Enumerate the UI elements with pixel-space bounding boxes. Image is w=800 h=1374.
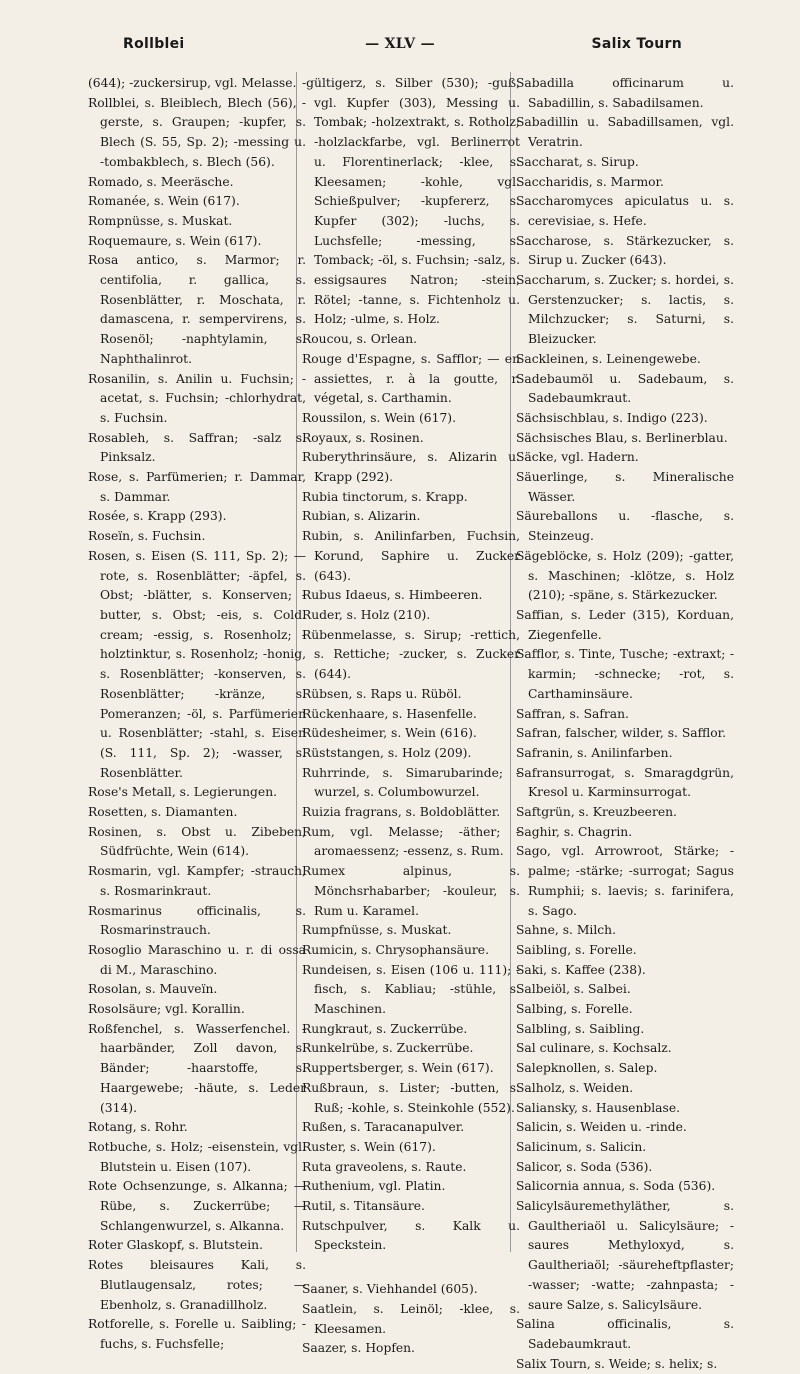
index-entry: Sal culinare, s. Kochsalz. <box>516 1041 672 1056</box>
index-entry: Saaner, s. Viehhandel (605). <box>302 1282 478 1297</box>
index-entry: Rotang, s. Rohr. <box>88 1120 188 1135</box>
index-entry: Romanée, s. Wein (617). <box>88 194 240 209</box>
index-entry: Sadebaumöl u. Sadebaum, s. Sadebaumkraut. <box>516 371 734 406</box>
index-entry: Rosen, s. Eisen (S. 111, Sp. 2); — rote, s. Rosenblätter; -äpfel, s. Obst; -blätter, s. Konserven; -butter, s. Obst; -eis, s. Cold. cream; -essig, s. Rosenholz; -holztinktur, s. Rosenholz; -honig, s. Rosenblätter; -konserven, s. Rosenblätter; -kränze, s. Pomeranzen; -öl, s. Parfümerien u. Rosenblätter; -stahl, s. Eisen (S. 111, Sp. 2); -wasser, s. Rosenblätter. <box>88 548 306 780</box>
index-entry: Safran, falscher, wilder, s. Safflor. <box>516 726 727 741</box>
index-entry: Rußbraun, s. Lister; -butten, s. Ruß; -kohle, s. Steinkohle (552). <box>302 1080 520 1115</box>
index-entry: Ruppertsberger, s. Wein (617). <box>302 1061 494 1076</box>
index-entry: Sägeblöcke, s. Holz (209); -gatter, s. Maschinen; -klötze, s. Holz (210); -späne, s. Stärkezucker. <box>516 548 734 603</box>
index-entry: Safransurrogat, s. Smaragdgrün, Kresol u. Karminsurrogat. <box>516 765 734 800</box>
index-entry: Ruthenium, vgl. Platin. <box>302 1179 446 1194</box>
index-entry: Roquemaure, s. Wein (617). <box>88 233 262 248</box>
index-entry: Saazer, s. Hopfen. <box>302 1341 415 1356</box>
index-entry: Rosmarinus officinalis, s. Rosmarinstrauch. <box>88 903 306 938</box>
index-entry: Rundeisen, s. Eisen (106 u. 111); -fisch, s. Kabliau; -stühle, s. Maschinen. <box>302 962 520 1017</box>
index-entry: Salix Tourn, s. Weide; s. helix; s. <box>516 1356 718 1371</box>
index-entry: Rosableh, s. Saffran; -salz s. Pinksalz. <box>88 430 306 465</box>
index-entry: Rubian, s. Alizarin. <box>302 509 421 524</box>
page-number: — XLV — <box>365 36 435 52</box>
index-entry: Rüststangen, s. Holz (209). <box>302 745 472 760</box>
index-entry: Saccharum, s. Zucker; s. hordei, s. Gerstenzucker; s. lactis, s. Milchzucker; s. Saturni, s. Bleizucker. <box>516 273 734 347</box>
index-entry: Saffian, s. Leder (315), Korduan, Ziegenfelle. <box>516 607 734 642</box>
index-entry: Ruster, s. Wein (617). <box>302 1139 436 1154</box>
index-entry: Ruberythrinsäure, s. Alizarin u. Krapp (292). <box>302 450 520 485</box>
index-entry: Saki, s. Kaffee (238). <box>516 962 646 977</box>
index-entry: Rüdesheimer, s. Wein (616). <box>302 726 477 741</box>
index-entry: Rungkraut, s. Zuckerrübe. <box>302 1021 468 1036</box>
index-entry: Rosée, s. Krapp (293). <box>88 509 227 524</box>
index-entry: -gültigerz, s. Silber (530); -guß, vgl. Kupfer (303), Messing u. Tombak; -holzextrakt, s. Rotholz; -holzlackfarbe, vgl. Berlinerrot u. Florentinerlack; -klee, s. Kleesamen; -kohle, vgl. Schießpulver; -kupfererz, s. Kupfer (302); -luchs, s. Luchsfelle; -messing, s. Tomback; -öl, s. Fuchsin; -salz, s. essigsaures Natron; -stein, Rötel; -tanne, s. Fichtenholz u. Holz; -ulme, s. Holz. <box>302 76 520 327</box>
index-entry: Salicor, s. Soda (536). <box>516 1159 653 1174</box>
index-entry: Saliansky, s. Hausenblase. <box>516 1100 681 1115</box>
index-entry: Sächsisches Blau, s. Berlinerblau. <box>516 430 728 445</box>
index-entry: (644); -zuckersirup, vgl. Melasse. <box>88 76 297 90</box>
index-entry: Rosmarin, vgl. Kampfer; -strauch, s. Rosmarinkraut. <box>88 864 306 898</box>
index-entry: Rubin, s. Anilinfarben, Fuchsin, Korund, Saphire u. Zucker (643). <box>302 529 520 583</box>
page-header <box>0 36 800 62</box>
index-entry: Rutil, s. Titansäure. <box>302 1199 425 1214</box>
index-entry: Rußen, s. Taracanapulver. <box>302 1120 465 1135</box>
index-entry: Rumex alpinus, s. Mönchsrhabarber; -kouleur, s. Rum u. Karamel. <box>302 864 520 918</box>
index-entry: Salbling, s. Saibling. <box>516 1021 645 1036</box>
index-entry: Rubus Idaeus, s. Himbeeren. <box>302 588 483 603</box>
running-head-left: Rollblei <box>123 36 185 52</box>
index-entry: Roßfenchel, s. Wasserfenchel. -haarbänder, Zoll davon, s. Bänder; -haarstoffe, s. Haargewebe; -häute, s. Leder (314). <box>88 1021 306 1115</box>
index-entry: Rote Ochsenzunge, s. Alkanna; — Rübe, s. Zuckerrübe; — Schlangenwurzel, s. Alkanna. <box>88 1179 306 1233</box>
index-entry: Salepknollen, s. Salep. <box>516 1061 658 1076</box>
index-entry: Salbing, s. Forelle. <box>516 1002 633 1017</box>
index-entry: Rose, s. Parfümerien; r. Dammar, s. Dammar. <box>88 470 306 504</box>
index-entry: Salicornia annua, s. Soda (536). <box>516 1179 716 1194</box>
index-entry: Salicin, s. Weiden u. -rinde. <box>516 1120 687 1135</box>
index-entry: Saibling, s. Forelle. <box>516 942 637 957</box>
index-entry: Sackleinen, s. Leinengewebe. <box>516 351 701 366</box>
index-entry: Sago, vgl. Arrowroot, Stärke; -palme; -stärke; -surrogat; Sagus Rumphii; s. laevis; s. farinifera, s. Sago. <box>516 844 734 918</box>
index-entry: Rompnüsse, s. Muskat. <box>88 213 233 228</box>
index-entry: Roussilon, s. Wein (617). <box>302 410 456 425</box>
index-entry: Saccharomyces apiculatus u. s. cerevisiae, s. Hefe. <box>516 194 734 228</box>
index-entry: Sahne, s. Milch. <box>516 923 616 938</box>
index-entry: Salina officinalis, s. Sadebaumkraut. <box>516 1317 734 1351</box>
index-entry: Rosinen, s. Obst u. Zibeben, Südfrüchte, Wein (614). <box>88 824 306 859</box>
index-entry: Ruder, s. Holz (210). <box>302 607 431 622</box>
index-entry: Saffran, s. Safran. <box>516 706 629 721</box>
index-entry: Saccharidis, s. Marmor. <box>516 174 664 189</box>
index-entry: Säcke, vgl. Hadern. <box>516 450 639 465</box>
index-entry: Rotbuche, s. Holz; -eisenstein, vgl. Blutstein u. Eisen (107). <box>88 1139 306 1174</box>
index-entry: Saftgrün, s. Kreuzbeeren. <box>516 805 677 820</box>
index-entry: Roter Glaskopf, s. Blutstein. <box>88 1238 263 1253</box>
index-entry: Salicylsäuremethyläther, s. Gaultheriaöl u. Salicylsäure; -saures Methyloxyd, s. Gaultheriaöl; -säureheftpflaster; -wasser; -watte; -zahnpasta; -saure Salze, s. Salicylsäure. <box>516 1199 734 1312</box>
index-entry: Rutschpulver, s. Kalk u. Speckstein. <box>302 1218 520 1253</box>
index-entry: Roucou, s. Orlean. <box>302 332 418 347</box>
index-entry: Rosoglio Maraschino u. r. di ossa di M., Maraschino. <box>88 942 306 977</box>
index-entry: Saghir, s. Chagrin. <box>516 824 633 839</box>
index-entry: Rosolsäure; vgl. Korallin. <box>88 1002 245 1017</box>
index-entry: Saccharat, s. Sirup. <box>516 154 639 169</box>
index-entry: Saccharose, s. Stärkezucker, s. Sirup u. Zucker (643). <box>516 233 734 268</box>
index-entry: Rosolan, s. Mauveïn. <box>88 982 218 997</box>
index-entry: Roseïn, s. Fuchsin. <box>88 529 206 544</box>
index-entry: Romado, s. Meeräsche. <box>88 174 234 189</box>
index-entry: Rübsen, s. Raps u. Rüböl. <box>302 686 462 701</box>
index-entry: Rückenhaare, s. Hasenfelle. <box>302 706 477 721</box>
index-entry: Rotforelle, s. Forelle u. Saibling; -fuchs, s. Fuchsfelle; <box>88 1317 306 1351</box>
index-entry: Rotes bleisaures Kali, s. Blutlaugensalz, rotes; — Ebenholz, s. Granadillholz. <box>88 1258 306 1312</box>
index-entry: Salicinum, s. Salicin. <box>516 1139 647 1154</box>
index-entry: Rouge d'Espagne, s. Safflor; — en assiettes, r. à la goutte, r. végetal, s. Carthamin. <box>302 351 520 406</box>
index-entry: Rosetten, s. Diamanten. <box>88 805 238 820</box>
index-entry: Rollblei, s. Bleiblech, Blech (56), -gerste, s. Graupen; -kupfer, s. Blech (S. 55, Sp. 2); -messing u. -tombakblech, s. Blech (56). <box>88 95 306 169</box>
index-entry: Rumpfnüsse, s. Muskat. <box>302 923 452 938</box>
index-entry: Safflor, s. Tinte, Tusche; -extraxt; -karmin; -schnecke; -rot, s. Carthaminsäure. <box>516 647 734 701</box>
index-entry: Runkelrübe, s. Zuckerrübe. <box>302 1041 474 1056</box>
index-entry: Sächsischblau, s. Indigo (223). <box>516 410 708 425</box>
index-column-1 <box>88 74 306 1355</box>
index-entry: Ruta graveolens, s. Raute. <box>302 1159 467 1174</box>
section-gap <box>302 1256 520 1280</box>
index-entry: Sabadilla officinarum u. Sabadillin, s. Sabadilsamen. <box>516 76 734 110</box>
index-entry: Salholz, s. Weiden. <box>516 1080 634 1095</box>
index-entry: Saatlein, s. Leinöl; -klee, s. Kleesamen. <box>302 1301 520 1336</box>
index-entry: Rumicin, s. Chrysophansäure. <box>302 942 489 957</box>
index-entry: Rubia tinctorum, s. Krapp. <box>302 489 468 504</box>
index-entry: Ruhrrinde, s. Simarubarinde; -wurzel, s. Columbowurzel. <box>302 765 520 800</box>
index-column-3 <box>516 74 734 1374</box>
index-column-2 <box>302 74 520 1359</box>
index-entry: Safranin, s. Anilinfarben. <box>516 745 673 760</box>
index-entry: Rosanilin, s. Anilin u. Fuchsin; -acetat, s. Fuchsin; -chlorhydrat, s. Fuchsin. <box>88 371 306 425</box>
index-entry: Rosa antico, s. Marmor; r. centifolia, r. gallica, s. Rosenblätter, r. Moschata, r. damascena, r. sempervirens, s. Rosenöl; -naphtylamin, s. Naphthalinrot. <box>88 253 306 366</box>
index-entry: Rübenmelasse, s. Sirup; -rettich, s. Rettiche; -zucker, s. Zucker (644). <box>302 627 520 682</box>
index-entry: Rum, vgl. Melasse; -äther; -aromaessenz; -essenz, s. Rum. <box>302 824 520 859</box>
index-entry: Royaux, s. Rosinen. <box>302 430 424 445</box>
index-entry: Ruizia fragrans, s. Boldoblätter. <box>302 805 501 820</box>
index-entry: Säureballons u. -flasche, s. Steinzeug. <box>516 509 734 544</box>
index-entry: Säuerlinge, s. Mineralische Wässer. <box>516 470 734 504</box>
index-entry: Sabadillin u. Sabadillsamen, vgl. Veratrin. <box>516 115 734 150</box>
index-entry: Rose's Metall, s. Legierungen. <box>88 785 278 800</box>
running-head-right: Salix Tourn <box>591 36 682 52</box>
index-entry: Salbeiöl, s. Salbei. <box>516 982 631 997</box>
